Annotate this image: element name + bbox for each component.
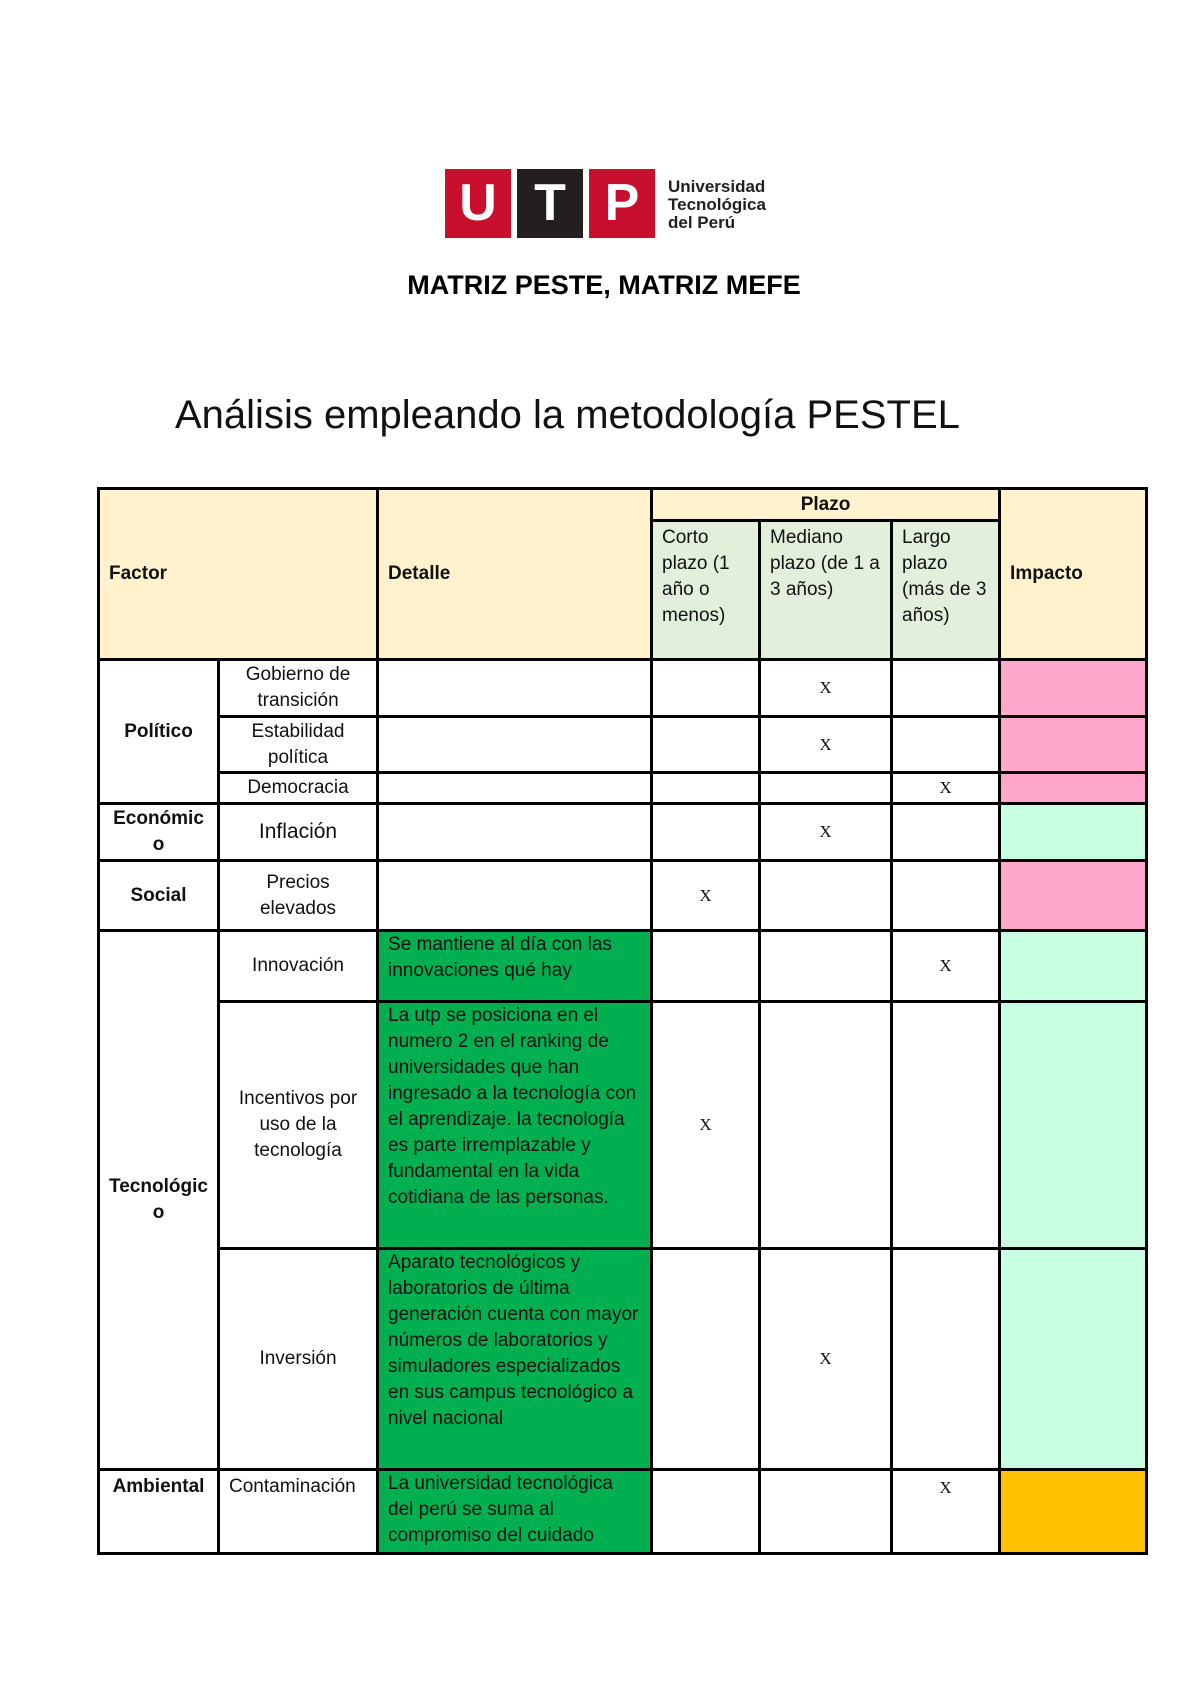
logo-letter-u: U xyxy=(445,169,511,238)
pestel-table xyxy=(97,487,1148,1555)
detail-cell xyxy=(378,804,652,861)
largo-mark xyxy=(892,804,1000,861)
mediano-mark xyxy=(760,1470,892,1554)
header-factor: Factor xyxy=(99,489,378,660)
table-header-row xyxy=(99,489,1147,521)
table-row xyxy=(99,660,1147,717)
factor-cell: Político xyxy=(99,660,219,804)
largo-mark: X xyxy=(892,1470,1000,1554)
header-impacto: Impacto xyxy=(1000,489,1147,660)
logo-wordmark xyxy=(668,178,766,232)
factor-cell: Económico xyxy=(99,804,219,861)
table-row xyxy=(99,1002,1147,1249)
detail-cell: La universidad tecnológica del perú se suma al compromiso del cuidado xyxy=(378,1470,652,1554)
impact-cell xyxy=(1000,660,1147,717)
factor-cell: Ambiental xyxy=(99,1470,219,1554)
detail-cell: Aparato tecnológicos y laboratorios de última generación cuenta con mayor números de laboratorios y simuladores especializados en sus campus tecnológico a nivel nacional xyxy=(378,1249,652,1470)
logo-letter-p: P xyxy=(589,169,655,238)
corto-mark xyxy=(652,804,760,861)
header-corto-plazo: Corto plazo (1 año o menos) xyxy=(652,521,760,660)
table-row xyxy=(99,804,1147,861)
subfactor-cell: Incentivos por uso de la tecnología xyxy=(219,1002,378,1249)
largo-mark xyxy=(892,1002,1000,1249)
mediano-mark xyxy=(760,931,892,1002)
corto-mark xyxy=(652,717,760,773)
logo-line-2: Tecnológica xyxy=(668,195,766,214)
impact-cell xyxy=(1000,773,1147,804)
mediano-mark: X xyxy=(760,804,892,861)
table-row xyxy=(99,1249,1147,1470)
mediano-mark xyxy=(760,773,892,804)
mediano-mark xyxy=(760,1002,892,1249)
logo-line-3: del Perú xyxy=(668,213,736,232)
subfactor-cell: Gobierno de transición xyxy=(219,660,378,717)
detail-cell xyxy=(378,773,652,804)
table-row xyxy=(99,861,1147,931)
impact-cell xyxy=(1000,1249,1147,1470)
detail-cell: La utp se posiciona en el numero 2 en el ranking de universidades que han ingresado a la tecnología con el aprendizaje. la tecnología es parte irremplazable y fundamental en la vida cotidiana de las personas. xyxy=(378,1002,652,1249)
subfactor-cell: Democracia xyxy=(219,773,378,804)
mediano-mark: X xyxy=(760,1249,892,1470)
detail-cell xyxy=(378,660,652,717)
document-title: MATRIZ PESTE, MATRIZ MEFE xyxy=(407,270,801,300)
utp-logo xyxy=(445,169,775,238)
corto-mark: X xyxy=(652,861,760,931)
subfactor-cell: Precios elevados xyxy=(219,861,378,931)
largo-mark xyxy=(892,660,1000,717)
largo-mark xyxy=(892,1249,1000,1470)
corto-mark: X xyxy=(652,1002,760,1249)
detail-cell: Se mantiene al día con las innovaciones qué hay xyxy=(378,931,652,1002)
subfactor-cell: Contaminación xyxy=(219,1470,378,1554)
table-row xyxy=(99,931,1147,1002)
largo-mark: X xyxy=(892,773,1000,804)
impact-cell xyxy=(1000,931,1147,1002)
header-plazo: Plazo xyxy=(652,489,1000,521)
mediano-mark xyxy=(760,861,892,931)
mediano-mark: X xyxy=(760,717,892,773)
largo-mark xyxy=(892,717,1000,773)
corto-mark xyxy=(652,1470,760,1554)
subfactor-cell: Inversión xyxy=(219,1249,378,1470)
factor-cell: Social xyxy=(99,861,219,931)
header-largo-plazo: Largo plazo (más de 3 años) xyxy=(892,521,1000,660)
mediano-mark: X xyxy=(760,660,892,717)
subfactor-cell: Innovación xyxy=(219,931,378,1002)
impact-cell xyxy=(1000,1002,1147,1249)
subfactor-cell: Estabilidad política xyxy=(219,717,378,773)
impact-cell xyxy=(1000,804,1147,861)
detail-cell xyxy=(378,861,652,931)
detail-cell xyxy=(378,717,652,773)
corto-mark xyxy=(652,773,760,804)
table-row xyxy=(99,1470,1147,1554)
factor-cell: Tecnológico xyxy=(99,931,219,1470)
table-row xyxy=(99,773,1147,804)
logo-line-1: Universidad xyxy=(668,177,766,196)
corto-mark xyxy=(652,1249,760,1470)
table-row xyxy=(99,717,1147,773)
impact-cell xyxy=(1000,717,1147,773)
header-mediano-plazo: Mediano plazo (de 1 a 3 años) xyxy=(760,521,892,660)
impact-cell xyxy=(1000,1470,1147,1554)
subfactor-cell: Inflación xyxy=(219,804,378,861)
document-subtitle: Análisis empleando la metodología PESTEL xyxy=(175,393,960,437)
impact-cell xyxy=(1000,861,1147,931)
corto-mark xyxy=(652,660,760,717)
logo-letter-t: T xyxy=(517,169,583,238)
corto-mark xyxy=(652,931,760,1002)
header-detalle: Detalle xyxy=(378,489,652,660)
largo-mark: X xyxy=(892,931,1000,1002)
largo-mark xyxy=(892,861,1000,931)
